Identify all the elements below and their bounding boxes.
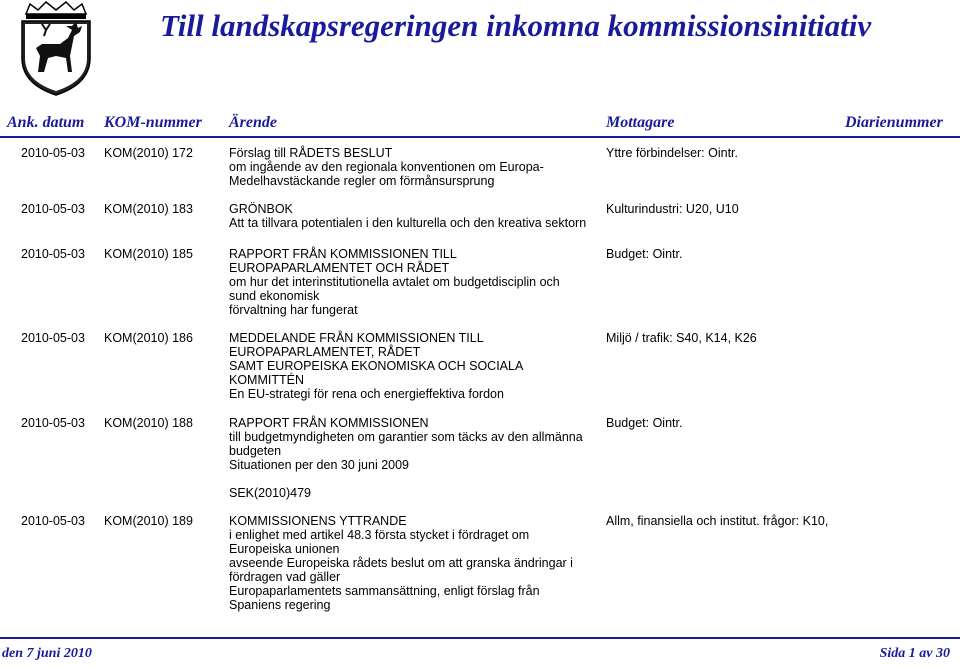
page-title: Till landskapsregeringen inkomna kommissionsinitiativ bbox=[160, 8, 872, 43]
header-rule bbox=[0, 136, 960, 138]
row-mottagare: Yttre förbindelser: Ointr. bbox=[606, 146, 739, 160]
column-header-arende: Ärende bbox=[229, 114, 277, 131]
column-header-kom: KOM-nummer bbox=[104, 114, 202, 131]
row-kom: KOM(2010) 172 bbox=[104, 146, 193, 160]
footer-page-number: Sida 1 av 30 bbox=[879, 646, 950, 661]
row-mottagare: Allm, finansiella och institut. frågor: K10, bbox=[606, 514, 829, 528]
row-mottagare: Budget: Ointr. bbox=[606, 247, 683, 261]
row-date: 2010-05-03 bbox=[21, 247, 85, 261]
coat-of-arms-logo bbox=[16, 0, 96, 96]
footer-rule bbox=[0, 637, 960, 639]
row-kom: KOM(2010) 188 bbox=[104, 416, 193, 430]
row-mottagare: Kulturindustri: U20, U10 bbox=[606, 202, 739, 216]
row-date: 2010-05-03 bbox=[21, 202, 85, 216]
row-date: 2010-05-03 bbox=[21, 514, 85, 528]
row-arende: MEDDELANDE FRÅN KOMMISSIONEN TILL EUROPAPARLAMENTET, RÅDET SAMT EUROPEISKA EKONOMISKA OCH SOCIALA KOMMITTÉN En EU-strategi för rena och energieffektiva fordon bbox=[229, 331, 524, 401]
footer-date: den 7 juni 2010 bbox=[2, 646, 92, 661]
row-kom: KOM(2010) 186 bbox=[104, 331, 193, 345]
row-date: 2010-05-03 bbox=[21, 416, 85, 430]
column-header-date: Ank. datum bbox=[7, 114, 85, 131]
row-date: 2010-05-03 bbox=[21, 146, 85, 160]
row-kom: KOM(2010) 183 bbox=[104, 202, 193, 216]
row-arende: GRÖNBOK Att ta tillvara potentialen i den kulturella och den kreativa sektorn bbox=[229, 202, 587, 230]
row-kom: KOM(2010) 189 bbox=[104, 514, 193, 528]
row-arende: KOMMISSIONENS YTTRANDE i enlighet med artikel 48.3 första stycket i fördraget om Europeiska unionen avseende Europeiska rådets beslut om att granska ändringar i fördragen vad gäller Europaparlamentets sammansättning, enligt förslag från Spaniens regering bbox=[229, 514, 573, 612]
column-header-diarienummer: Diarienummer bbox=[845, 114, 943, 131]
row-arende: Förslag till RÅDETS BESLUT om ingående av den regionala konventionen om Europa- Medelhavstäckande regler om förmånsursprung bbox=[229, 146, 544, 188]
row-arende: RAPPORT FRÅN KOMMISSIONEN till budgetmyndigheten om garantier som täcks av den allmänna budgeten Situationen per den 30 juni 2009 SEK(2010)479 bbox=[229, 416, 583, 500]
row-mottagare: Budget: Ointr. bbox=[606, 416, 683, 430]
row-kom: KOM(2010) 185 bbox=[104, 247, 193, 261]
row-arende: RAPPORT FRÅN KOMMISSIONEN TILL EUROPAPARLAMENTET OCH RÅDET om hur det interinstitutionella avtalet om budgetdisciplin och sund ekonomisk förvaltning har fungerat bbox=[229, 247, 560, 317]
row-date: 2010-05-03 bbox=[21, 331, 85, 345]
column-header-mottagare: Mottagare bbox=[606, 114, 675, 131]
row-mottagare: Miljö / trafik: S40, K14, K26 bbox=[606, 331, 757, 345]
